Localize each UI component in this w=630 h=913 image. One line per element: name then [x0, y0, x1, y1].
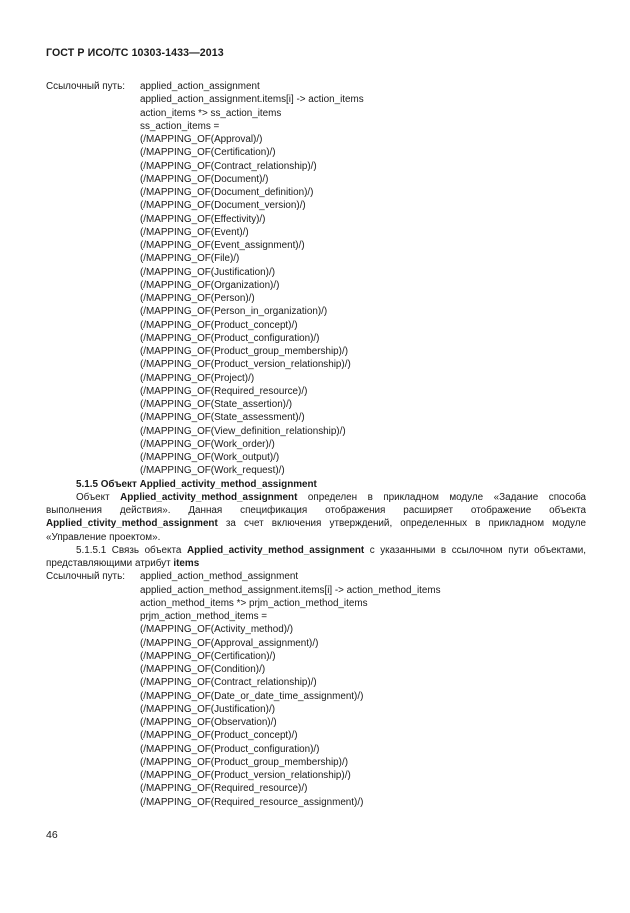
reference-path-row [46, 80, 586, 93]
mapping-line: applied_action_assignment.items[i] -> action_items [140, 94, 364, 106]
mapping-line: (/MAPPING_OF(Work_output)/) [140, 452, 280, 463]
paragraph-object-name: Applied_activity_method_assignment [120, 491, 298, 503]
mapping-line: (/MAPPING_OF(Event)/) [140, 226, 249, 238]
mapping-line: (/MAPPING_OF(Contract_relationship)/) [140, 160, 317, 172]
subsection-paragraph [46, 544, 586, 571]
mapping-line: (/MAPPING_OF(Effectivity)/) [140, 213, 266, 225]
mapping-line: (/MAPPING_OF(Work_order)/) [140, 438, 275, 450]
mapping-line: (/MAPPING_OF(Condition)/) [140, 664, 266, 675]
mapping-line: (/MAPPING_OF(Approval)/) [140, 134, 263, 145]
mapping-line: (/MAPPING_OF(Project)/) [140, 372, 255, 384]
mapping-line: (/MAPPING_OF(Activity_method)/) [140, 624, 294, 636]
mapping-line: (/MAPPING_OF(Justification)/) [140, 266, 275, 278]
reference-path-row [46, 570, 586, 583]
section-heading [46, 478, 586, 491]
mapping-lines [46, 584, 586, 809]
mapping-line: (/MAPPING_OF(View_definition_relationship)/) [140, 425, 346, 437]
mapping-line: (/MAPPING_OF(Certification)/) [140, 650, 276, 662]
paragraph-object-name: Applied_ctivity_method_assignment [46, 518, 218, 530]
mapping-line: (/MAPPING_OF(Certification)/) [140, 147, 276, 159]
subsection-attribute: items [173, 558, 200, 569]
mapping-line: applied_action_method_assignment [140, 571, 299, 583]
mapping-line: (/MAPPING_OF(Document)/) [140, 173, 269, 185]
mapping-line: (/MAPPING_OF(Observation)/) [140, 717, 277, 728]
mapping-line: (/MAPPING_OF(Organization)/) [140, 279, 280, 291]
section-heading-object: Applied_activity_method_assignment [139, 478, 317, 490]
section-heading-number: 5.1.5 Объект [76, 478, 140, 490]
paragraph-text: определен в прикладном модуле «Задание способа выполнения действия». Данная спецификация отображения расширяет отображение объекта [46, 491, 587, 516]
mapping-line: (/MAPPING_OF(Date_or_date_time_assignment)/) [140, 690, 364, 702]
mapping-line: (/MAPPING_OF(Work_request)/) [140, 465, 285, 477]
mapping-line: (/MAPPING_OF(Person)/) [140, 293, 255, 304]
mapping-line: (/MAPPING_OF(Product_group_membership)/) [140, 756, 348, 768]
mapping-line: (/MAPPING_OF(Event_assignment)/) [140, 240, 305, 251]
mapping-line: (/MAPPING_OF(Contract_relationship)/) [140, 677, 317, 689]
page-number: 46 [46, 829, 58, 841]
mapping-line: (/MAPPING_OF(Product_version_relationship)/) [140, 770, 351, 781]
document-header: ГОСТ Р ИСО/ТС 10303-1433—2013 [46, 47, 224, 59]
mapping-line: (/MAPPING_OF(Product_version_relationship)/) [140, 359, 351, 371]
subsection-text: с указанными в ссылочном пути объектами, представляющими атрибут [46, 544, 586, 569]
mapping-line: applied_action_method_assignment.items[i] -> action_method_items [140, 584, 441, 596]
mapping-line: (/MAPPING_OF(Product_configuration)/) [140, 743, 320, 755]
paragraph-text: Объект [76, 491, 121, 503]
mapping-line: ss_action_items = [140, 120, 220, 132]
mapping-line: action_method_items *> prjm_action_method_items [140, 597, 368, 609]
section-paragraph [46, 491, 586, 544]
subsection-text: 5.1.5.1 Связь объекта [76, 544, 187, 556]
mapping-line: (/MAPPING_OF(Document_version)/) [140, 200, 306, 212]
mapping-line: (/MAPPING_OF(Document_definition)/) [140, 187, 314, 198]
reference-path-block-1 [46, 80, 586, 809]
subsection-object-name: Applied_activity_method_assignment [186, 544, 365, 556]
mapping-line: (/MAPPING_OF(Product_concept)/) [140, 319, 298, 331]
mapping-line: (/MAPPING_OF(Approval_assignment)/) [140, 637, 319, 649]
mapping-line: action_items *> ss_action_items [140, 107, 282, 119]
mapping-line: (/MAPPING_OF(State_assessment)/) [140, 412, 305, 424]
mapping-line: (/MAPPING_OF(Product_group_membership)/) [140, 346, 348, 357]
mapping-line: (/MAPPING_OF(File)/) [140, 253, 240, 265]
mapping-line: prjm_action_method_items = [140, 611, 268, 622]
reference-path-label: Ссылочный путь: [46, 81, 125, 92]
mapping-line: (/MAPPING_OF(Required_resource)/) [140, 783, 308, 795]
paragraph-text: за счет включения утверждений, определенных в прикладном модуле «Управление проектом». [46, 518, 586, 543]
mapping-line: (/MAPPING_OF(Product_concept)/) [140, 730, 298, 742]
mapping-lines [46, 93, 586, 477]
mapping-line: (/MAPPING_OF(State_assertion)/) [140, 399, 293, 410]
mapping-line: (/MAPPING_OF(Justification)/) [140, 703, 275, 715]
mapping-line: (/MAPPING_OF(Product_configuration)/) [140, 332, 320, 344]
mapping-line: applied_action_assignment [140, 81, 260, 92]
mapping-line: (/MAPPING_OF(Person_in_organization)/) [140, 306, 328, 318]
reference-path-label: Ссылочный путь: [46, 571, 125, 583]
mapping-line: (/MAPPING_OF(Required_resource)/) [140, 385, 308, 397]
mapping-line: (/MAPPING_OF(Required_resource_assignment)/) [140, 796, 364, 808]
